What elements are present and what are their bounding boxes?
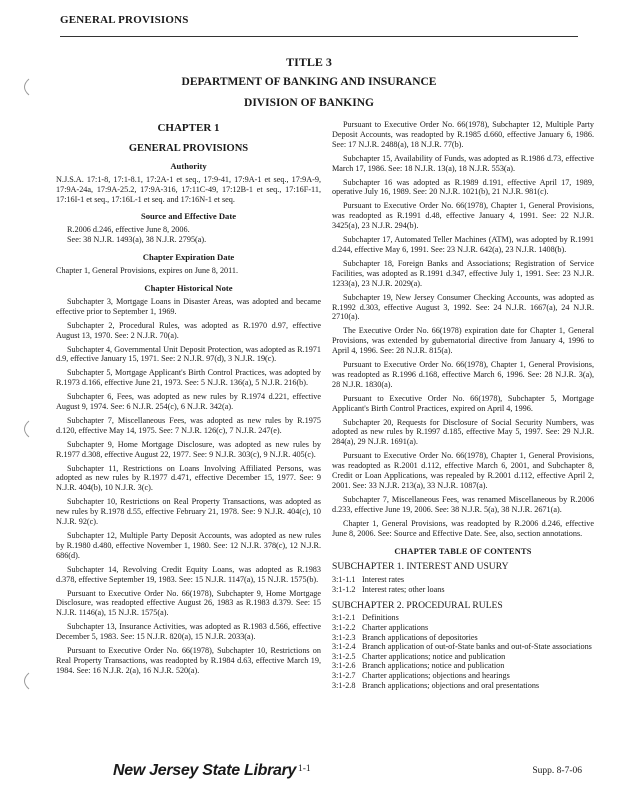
authority-heading: Authority bbox=[170, 160, 207, 171]
title-number: TITLE 3 bbox=[286, 55, 332, 69]
binding-hole-mark bbox=[18, 672, 32, 690]
toc-section-number: 3:1-2.4 bbox=[332, 642, 356, 652]
toc-section-number: 3:1-1.1 bbox=[332, 575, 356, 585]
right-column bbox=[332, 120, 594, 690]
history-note: Subchapter 7, Miscellaneous Fees, was renamed Miscellaneous by R.2006 d.233, effective June 19, 2006. See: 38 N.J.R. 5(a), 38 N.J.R. 2671(a). bbox=[332, 494, 594, 514]
history-note: Subchapter 18, Foreign Banks and Associations; Registration of Service Facilities, was adopted as R.1991 d.347, effective July 1, 1991. See: 23 N.J.R. 1233(a), 23 N.J.R. 2029(a). bbox=[332, 258, 594, 288]
history-note: Pursuant to Executive Order No. 66(1978), Subchapter 10, Restrictions on Real Property Transactions, was readopted by R.1984 d.63, effective March 19, 1984. See: 16 N.J.R. 2(a), 16 N.J.R. 520(a). bbox=[56, 646, 321, 675]
history-note: Subchapter 9, Home Mortgage Disclosure, was adopted as new rules by R.1977 d.308, effective August 22, 1977. See: 9 N.J.R. 303(c), 9 N.J.R. 405(c). bbox=[56, 439, 321, 459]
toc-section-label: Definitions bbox=[362, 613, 399, 623]
toc-section-label: Interest rates; other loans bbox=[362, 584, 445, 594]
history-note: The Executive Order No. 66(1978) expiration date for Chapter 1, General Provisions, was extended by gubernatorial directive from January 4, 1996 to April 4, 1996. See: 28 N.J.R. 815(a). bbox=[332, 326, 594, 356]
toc-section-label: Branch applications of depositories bbox=[362, 632, 478, 642]
running-head: GENERAL PROVISIONS bbox=[60, 14, 189, 26]
history-note: Pursuant to Executive Order No. 66(1978), Subchapter 12, Multiple Party Deposit Accounts, was readopted by R.1985 d.660, effective January 6, 1986. See: 17 N.J.R. 2488(a), 18 N.J.R. 77(b). bbox=[332, 120, 594, 149]
history-note: Subchapter 19, New Jersey Consumer Checking Accounts, was adopted as R.1992 d.303, effective August 3, 1992. See: 24 N.J.R. 1667(a), 24 N.J.R. 2710(a). bbox=[332, 292, 594, 322]
toc-section-label: Branch applications; objections and oral presentations bbox=[362, 680, 540, 690]
history-note: Subchapter 11, Restrictions on Loans Involving Affiliated Persons, was adopted as new rules by R.1977 d.471, effective December 15, 1977. See: 9 N.J.R. 404(b), 10 N.J.R. 3(c). bbox=[56, 463, 321, 493]
toc-entry[interactable] bbox=[332, 681, 594, 691]
toc-entry[interactable] bbox=[332, 652, 594, 662]
toc-section-number: 3:1-2.1 bbox=[332, 613, 356, 623]
history-note: Subchapter 16 was adopted as R.1989 d.191, effective April 17, 1989, operative July 16, 1989. See: 20 N.J.R. 1021(b), 21 N.J.R. 981(c). bbox=[332, 177, 594, 197]
history-note: Subchapter 15, Availability of Funds, was adopted as R.1986 d.73, effective March 17, 1986. See: 18 N.J.R. 13(a), 18 N.J.R. 553(a). bbox=[332, 153, 594, 173]
toc-entry[interactable] bbox=[332, 661, 594, 671]
toc-title: CHAPTER TABLE OF CONTENTS bbox=[394, 546, 532, 556]
toc-entry[interactable] bbox=[332, 585, 594, 595]
history-note: Subchapter 4, Governmental Unit Deposit Protection, was adopted as R.1971 d.9, effective January 15, 1971. See: 2 N.J.R. 97(d), 3 N.J.R. 19(c). bbox=[56, 344, 321, 364]
history-note: Pursuant to Executive Order No. 66(1978), Chapter 1, General Provisions, was readopted as R.2001 d.112, effective March 6, 2001, and Subchapter 8, Credit or Loan Applications, was repealed by R.2001 d.112, effective April 2, 2001. See: 33 N.J.R. 213(a), 33 N.J.R. 1087(a). bbox=[332, 451, 594, 490]
history-note: Subchapter 7, Miscellaneous Fees, was adopted as new rules by R.1975 d.120, effective May 14, 1975. See: 7 N.J.R. 126(c), 7 N.J.R. 247(e). bbox=[56, 415, 321, 435]
supplement-date: Supp. 8-7-06 bbox=[532, 766, 582, 776]
history-note: Subchapter 14, Revolving Credit Equity Loans, was adopted as R.1983 d.378, effective September 19, 1983. See: 15 N.J.R. 1147(a), 15 N.J.R. 1575(b). bbox=[56, 564, 321, 584]
history-note: Pursuant to Executive Order No. 66(1978), Chapter 1, General Provisions, was readopted as R.1991 d.48, effective January 4, 1991. See: 22 N.J.R. 3425(a), 23 N.J.R. 294(b). bbox=[332, 201, 594, 231]
toc-section-number: 3:1-2.7 bbox=[332, 671, 356, 680]
header-rule bbox=[60, 36, 578, 37]
history-note: Subchapter 6, Fees, was adopted as new rules by R.1974 d.221, effective August 9, 1974. See: 6 N.J.R. 254(c), 6 N.J.R. 342(a). bbox=[56, 392, 321, 412]
toc-entry[interactable] bbox=[332, 671, 594, 681]
department-heading: DEPARTMENT OF BANKING AND INSURANCE bbox=[181, 76, 437, 88]
toc-section-number: 3:1-2.6 bbox=[332, 661, 356, 671]
history-note: Subchapter 12, Multiple Party Deposit Accounts, was adopted as new rules by R.1980 d.480, effective November 1, 1980. See: 12 N.J.R. 378(c), 12 N.J.R. 686(d). bbox=[56, 531, 321, 560]
history-note: Subchapter 5, Mortgage Applicant's Birth Control Practices, was adopted by R.1973 d.166, effective June 21, 1973. See: 5 N.J.R. 136(a), 5 N.J.R. 216(b). bbox=[56, 368, 321, 388]
toc-entry[interactable] bbox=[332, 613, 594, 623]
library-stamp: New Jersey State Library bbox=[113, 762, 297, 779]
toc-section-label: Branch application of out-of-State banks and out-of-State associations bbox=[362, 642, 592, 652]
binding-hole-mark bbox=[18, 420, 32, 438]
toc-section-label: Charter applications; notice and publication bbox=[362, 651, 506, 661]
history-note: Subchapter 3, Mortgage Loans in Disaster Areas, was adopted and became effective prior to September 1, 1969. bbox=[56, 296, 321, 316]
toc-section-number: 3:1-2.8 bbox=[332, 680, 356, 690]
left-column bbox=[56, 120, 321, 680]
chapter-number: CHAPTER 1 bbox=[157, 122, 220, 134]
toc-entry[interactable] bbox=[332, 575, 594, 585]
history-note: Pursuant to Executive Order No. 66(1978), Chapter 1, General Provisions, was readopted as R.1996 d.168, effective March 6, 1996. See: 28 N.J.R. 3(a), 28 N.J.R. 1830(a). bbox=[332, 360, 594, 389]
toc-section-number: 3:1-1.2 bbox=[332, 584, 356, 594]
history-note: Subchapter 20, Requests for Disclosure of Social Security Numbers, was adopted as new rules by R.1997 d.185, effective May 5, 1997. See: 29 N.J.R. 284(a), 29 N.J.R. 1691(a). bbox=[332, 417, 594, 447]
history-heading: Chapter Historical Note bbox=[144, 282, 233, 293]
toc-entry[interactable] bbox=[332, 623, 594, 633]
history-note: Subchapter 10, Restrictions on Real Property Transactions, was adopted as new rules by R.1978 d.55, effective February 21, 1978. See: 9 N.J.R. 404(c), 10 N.J.R. 92(c). bbox=[56, 497, 321, 527]
toc-section-label: Branch applications; notice and publication bbox=[362, 661, 505, 671]
toc-entry[interactable] bbox=[332, 633, 594, 643]
history-note: Subchapter 2, Procedural Rules, was adopted as R.1970 d.97, effective August 13, 1970. See: 2 N.J.R. 70(a). bbox=[56, 320, 321, 340]
chapter-title: GENERAL PROVISIONS bbox=[128, 142, 249, 154]
source-citation: See: 38 N.J.R. 1493(a), 38 N.J.R. 2795(a). bbox=[67, 235, 207, 245]
division-heading: DIVISION OF BANKING bbox=[244, 97, 374, 109]
toc-subchapter-heading: SUBCHAPTER 1. INTEREST AND USURY bbox=[332, 561, 509, 573]
expiration-text: Chapter 1, General Provisions, expires on June 8, 2011. bbox=[56, 266, 239, 276]
history-note: Pursuant to Executive Order No. 66(1978), Subchapter 5, Mortgage Applicant's Birth Control Practices, expired on April 4, 1996. bbox=[332, 393, 594, 413]
toc-section-label: Charter applications; objections and hearings bbox=[362, 671, 510, 680]
authority-text: N.J.S.A. 17:1-8, 17:1-8.1, 17:2A-1 et seq., 17:9-41, 17:9A-1 et seq., 17:9A-9, 17:9A-24a, 17:9A-25.2, 17:9A-316, 17:11C-49, 17:12B-1 et seq., 17:16F-11, 17:16I-1 et seq., 17:16L-1 et seq. and 17:16N-1 et seq. bbox=[56, 174, 321, 204]
toc-section-label: Interest rates bbox=[362, 575, 405, 585]
history-note: Subchapter 13, Insurance Activities, was adopted as R.1983 d.566, effective December 5, 1983. See: 15 N.J.R. 820(a), 15 N.J.R. 2033(a). bbox=[56, 622, 321, 642]
toc-section-number: 3:1-2.3 bbox=[332, 632, 356, 642]
toc-section-label: Charter applications bbox=[362, 623, 429, 633]
toc-section-number: 3:1-2.5 bbox=[332, 651, 356, 661]
toc-entry[interactable] bbox=[332, 642, 594, 652]
source-text: R.2006 d.246, effective June 8, 2006. bbox=[67, 225, 190, 235]
page-number: 1-1 bbox=[298, 764, 311, 774]
expiration-heading: Chapter Expiration Date bbox=[142, 252, 235, 263]
toc-subchapter-heading: SUBCHAPTER 2. PROCEDURAL RULES bbox=[332, 599, 503, 611]
history-note: Subchapter 17, Automated Teller Machines (ATM), was adopted by R.1991 d.244, effective May 6, 1991. See: 23 N.J.R. 642(a), 23 N.J.R. 1408(b). bbox=[332, 235, 594, 254]
source-heading: Source and Effective Date bbox=[140, 211, 237, 222]
history-note: Pursuant to Executive Order No. 66(1978), Subchapter 9, Home Mortgage Disclosure, was readopted effective August 26, 1983 as R.1983 d.379. See: 15 N.J.R. 1146(a), 15 N.J.R. 1575(a). bbox=[56, 588, 321, 618]
history-note: Chapter 1, General Provisions, was readopted by R.2006 d.246, effective June 8, 2006. See: Source and Effective Date. See, also, section annotations. bbox=[332, 518, 594, 538]
toc-section-number: 3:1-2.2 bbox=[332, 623, 356, 633]
